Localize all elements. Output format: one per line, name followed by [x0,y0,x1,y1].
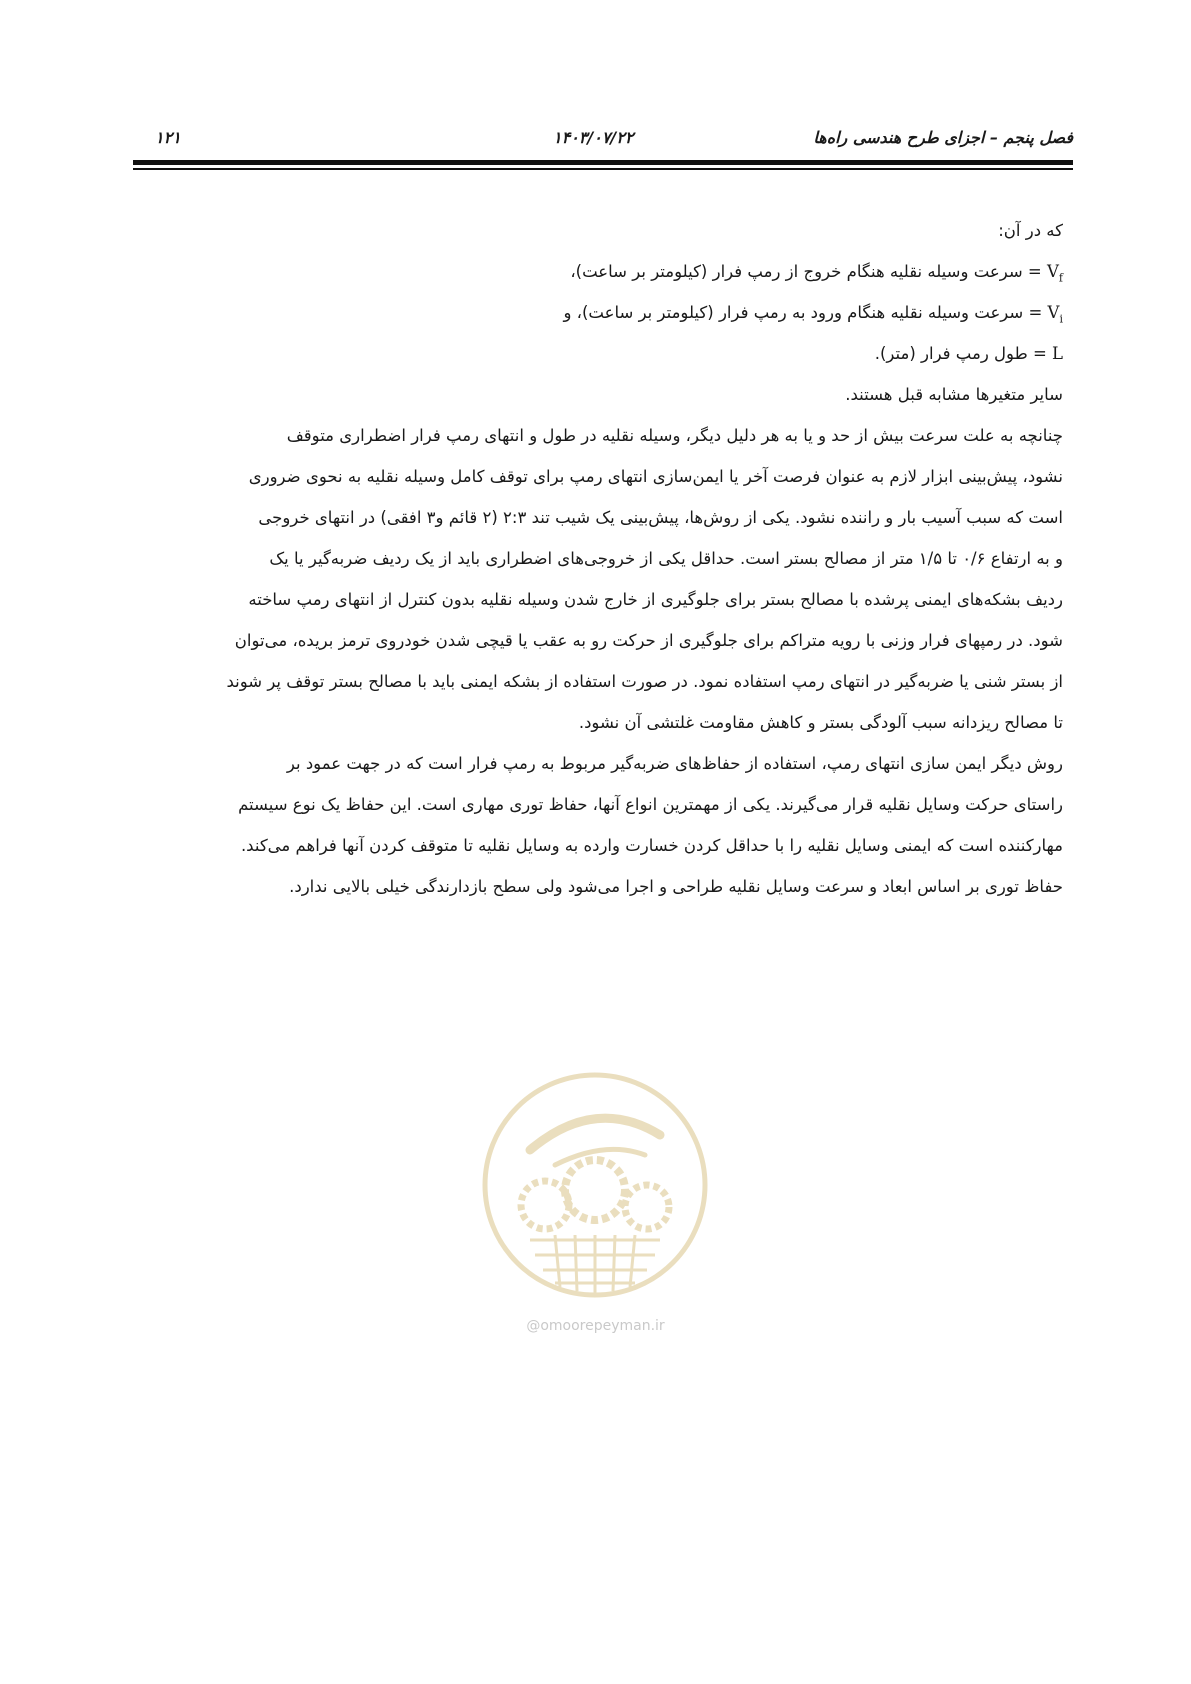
paragraph-line: راستای حرکت وسایل نقلیه قرار می‌گیرند. یکی از مهمترین انواع آنها، حفاظ توری مهاری است. این حفاظ یک نوع سیستم [238,795,1063,814]
other-variables-note: سایر متغیرها مشابه قبل هستند. [845,385,1063,404]
variable-symbol: $V_f$ [1047,262,1063,285]
body-text [143,210,1063,907]
watermark-logo [475,1055,715,1315]
variable-symbol: L [1052,344,1063,363]
variable-symbol: $V_i$ [1047,303,1063,326]
page-number: ۱۲۱ [155,128,181,147]
variable-description: = سرعت وسیله نقلیه هنگام خروج از رمپ فرار (کیلومتر بر ساعت)، [570,262,1042,281]
paragraph-line: تا مصالح ریزدانه سبب آلودگی بستر و کاهش مقاومت غلتشی آن نشود. [578,713,1063,732]
variable-def-vi [143,292,1063,333]
variable-description: = طول رمپ فرار (متر). [874,344,1047,363]
paragraph-line: مهارکننده است که ایمنی وسایل نقلیه را با حداقل کردن خسارت وارده به وسایل نقلیه تا متوقف کردن آنها فراهم می‌کند. [240,836,1063,855]
page-header [133,128,1073,158]
variable-description: = سرعت وسیله نقلیه هنگام ورود به رمپ فرار (کیلومتر بر ساعت)، و [563,303,1043,322]
paragraph-line: روش دیگر ایمن سازی انتهای رمپ، استفاده از حفاظ‌های ضربه‌گیر مربوط به رمپ فرار است که در جهت عمود بر [286,754,1063,773]
paragraph-ramp-end-safety [143,415,1063,743]
intro-line: که در آن: [998,221,1063,240]
paragraph-line: حفاظ توری بر اساس ابعاد و سرعت وسایل نقلیه طراحی و اجرا می‌شود ولی سطح بازدارندگی خیلی بالایی ندارد. [289,877,1063,896]
paragraph-arrester-net [143,743,1063,907]
variable-def-vf [143,251,1063,292]
paragraph-line: چنانچه به علت سرعت بیش از حد و یا به هر دلیل دیگر، وسیله نقلیه در طول و انتهای رمپ فرار اضطراری متوقف [286,426,1063,445]
paragraph-line: شود. در رمپهای فرار وزنی با رویه متراکم برای جلوگیری از حرکت رو به عقب یا قیچی شدن خودروی ترمز بریده، می‌توان [234,631,1063,650]
paragraph-line: و به ارتفاع ۰/۶ تا ۱/۵ متر از مصالح بستر است. حداقل یکی از خروجی‌های اضطراری باید از یک ردیف ضربه‌گیر یا یک [269,549,1063,568]
chapter-title: فصل پنجم – اجزای طرح هندسی راه‌ها [813,128,1073,147]
paragraph-line: از بستر شنی یا ضربه‌گیر در انتهای رمپ استفاده نمود. در صورت استفاده از بشکه ایمنی باید با مصالح بستر توقف پر شوند [226,672,1063,691]
watermark-site: @omoorepeyman.ir [526,1318,665,1334]
header-date: ۱۴۰۳/۰۷/۲۲ [553,128,634,147]
variable-def-l [143,333,1063,374]
paragraph-line: ردیف بشکه‌های ایمنی پرشده با مصالح بستر برای جلوگیری از خارج شدن وسیله نقلیه بدون کنترل از انتهای رمپ ساخته [248,590,1063,609]
paragraph-line: است که سبب آسیب بار و راننده نشود. یکی از روش‌ها، پیش‌بینی یک شیب تند ۲:۳ (۲ قائم و۳ افقی) در انتهای خروجی [258,508,1063,527]
paragraph-line: نشود، پیش‌بینی ابزار لازم به عنوان فرصت آخر یا ایمن‌سازی انتهای رمپ برای توقف کامل وسیله نقلیه به نحوی ضروری [248,467,1063,486]
header-rule-thin [133,168,1073,170]
header-rule-thick [133,160,1073,165]
